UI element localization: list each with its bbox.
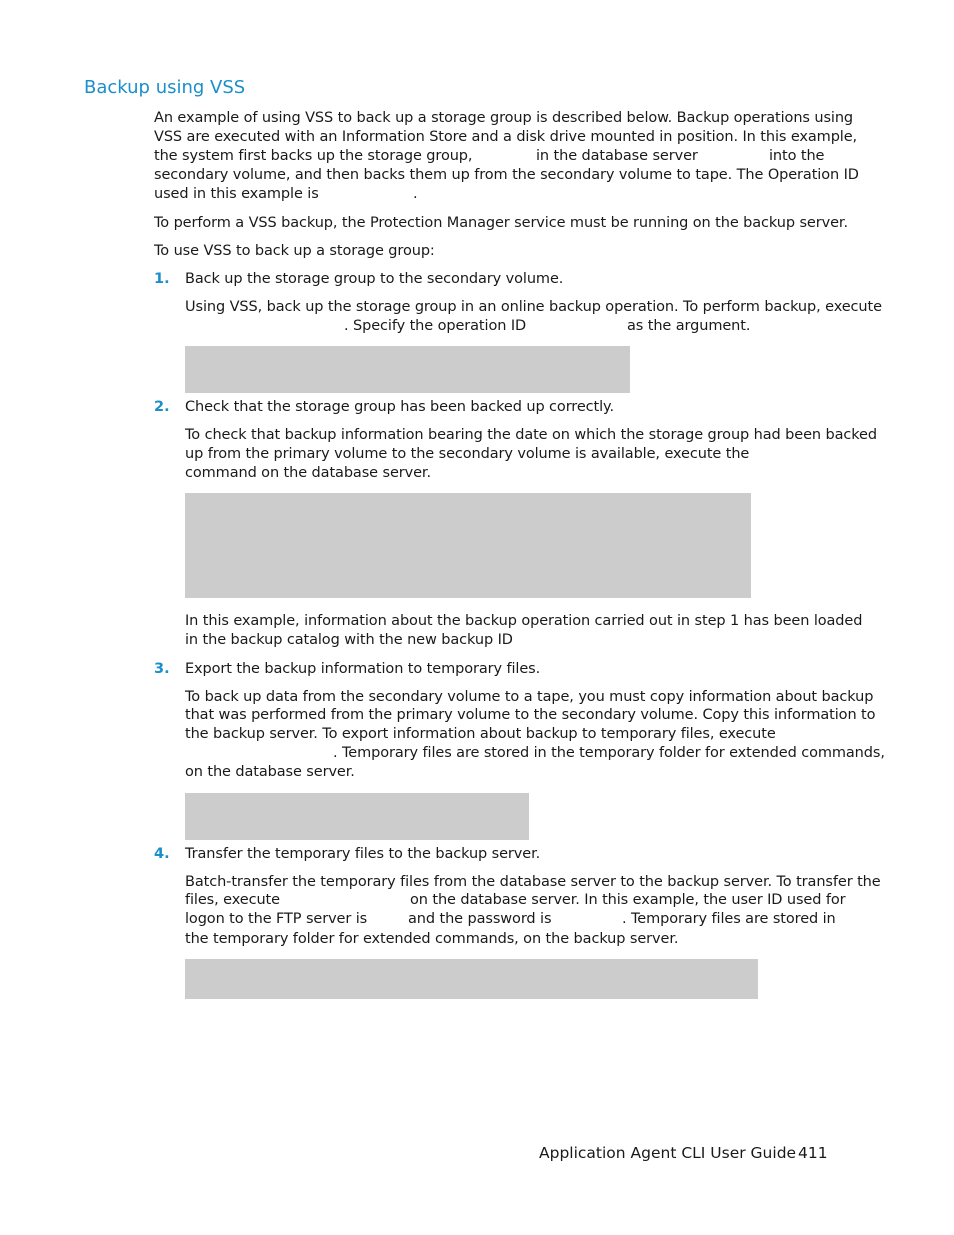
section-heading: Backup using VSS xyxy=(84,77,246,98)
footer-title: Application Agent CLI User Guide xyxy=(539,1144,797,1162)
step-body-fragment: and the password is xyxy=(408,911,552,927)
step-body-line: logon to the FTP server is xyxy=(185,911,368,927)
step-body-line: up from the primary volume to the secondary volume is available, execute the xyxy=(185,446,750,462)
service-paragraph: To perform a VSS backup, the Protection Manager service must be running on the backup server. xyxy=(154,215,848,231)
step-body-line: Using VSS, back up the storage group in an online backup operation. To perform backup, execute xyxy=(185,299,882,315)
code-block xyxy=(185,959,758,999)
intro-line: secondary volume, and then backs them up from the secondary volume to tape. The Operation ID xyxy=(154,167,859,183)
intro-line-fragment: into the xyxy=(769,148,825,164)
step-title: Export the backup information to temporary files. xyxy=(185,661,541,677)
step-body-line: To back up data from the secondary volume to a tape, you must copy information about backup xyxy=(185,689,874,705)
step-body-line: the backup server. To export information about backup to temporary files, execute xyxy=(185,726,776,742)
step-body-line: on the database server. xyxy=(185,764,355,780)
step-body-line: that was performed from the primary volume to the secondary volume. Copy this information to xyxy=(185,707,876,723)
step-number: 2. xyxy=(154,399,170,415)
step-body-fragment: as the argument. xyxy=(627,318,751,334)
code-block xyxy=(185,346,630,393)
step-after-line: In this example, information about the backup operation carried out in step 1 has been loaded xyxy=(185,613,863,629)
page-number: 411 xyxy=(798,1144,828,1162)
code-block xyxy=(185,793,529,840)
lead-paragraph: To use VSS to back up a storage group: xyxy=(154,243,435,259)
step-body-line: the temporary folder for extended commands, on the backup server. xyxy=(185,931,679,947)
intro-line-fragment: in the database server xyxy=(536,148,698,164)
step-body-line: To check that backup information bearing the date on which the storage group had been backed xyxy=(185,427,877,443)
step-body-fragment: . Temporary files are stored in xyxy=(622,911,836,927)
step-body-line: command on the database server. xyxy=(185,465,431,481)
intro-line-fragment: . xyxy=(413,186,418,202)
code-block xyxy=(185,493,751,598)
step-title: Check that the storage group has been backed up correctly. xyxy=(185,399,614,415)
intro-line: the system first backs up the storage group, xyxy=(154,148,473,164)
step-after-line: in the backup catalog with the new backup ID xyxy=(185,632,513,648)
step-body-fragment: on the database server. In this example, the user ID used for xyxy=(410,892,846,908)
intro-line: used in this example is xyxy=(154,186,319,202)
step-number: 3. xyxy=(154,661,170,677)
step-title: Back up the storage group to the secondary volume. xyxy=(185,271,564,287)
step-body-line: files, execute xyxy=(185,892,280,908)
step-body-fragment: . Specify the operation ID xyxy=(344,318,527,334)
intro-line: An example of using VSS to back up a storage group is described below. Backup operations using xyxy=(154,110,854,126)
step-title: Transfer the temporary files to the backup server. xyxy=(185,846,541,862)
step-body-fragment: . Temporary files are stored in the temporary folder for extended commands, xyxy=(333,745,885,761)
step-body-line: Batch-transfer the temporary files from the database server to the backup server. To transfer the xyxy=(185,874,881,890)
intro-line: VSS are executed with an Information Store and a disk drive mounted in position. In this example, xyxy=(154,129,858,145)
step-number: 4. xyxy=(154,846,170,862)
step-number: 1. xyxy=(154,271,170,287)
